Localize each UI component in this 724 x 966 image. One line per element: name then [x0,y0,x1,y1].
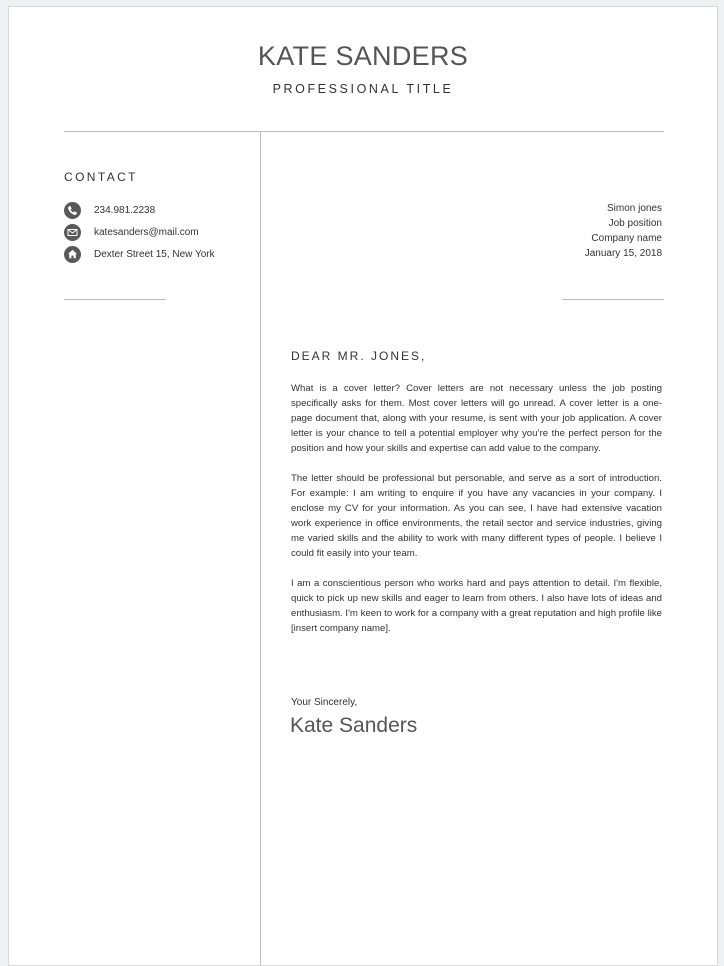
recipient-block [585,201,662,261]
cover-letter-page [8,6,718,966]
column-divider [260,131,261,966]
phone-icon [64,202,81,219]
contact-heading: CONTACT [64,170,138,184]
recipient-company: Company name [591,233,662,244]
mail-icon [64,224,81,241]
contact-email-text: katesanders@mail.com [94,226,199,238]
contact-phone [64,201,155,219]
contact-email [64,223,199,241]
applicant-name: KATE SANDERS [257,41,469,71]
letter-paragraph: I am a conscientious person who works hard and pays attention to detail. I'm flexible, quick to pick up new skills and eager to learn from others. I also have lots of ideas and enthusiasm. I'm keen to work for a company with a great reputation and high profile like [insert company name]. [291,578,662,634]
letter-date: January 15, 2018 [584,248,662,259]
letter-body [291,381,662,651]
contact-phone-text: 234.981.2238 [94,204,156,216]
contact-divider [64,299,166,300]
signature: Kate Sanders [290,714,418,737]
contact-address [64,245,215,263]
salutation: DEAR MR. JONES, [291,349,427,363]
home-icon [64,246,81,263]
letter-paragraph: The letter should be professional but personable, and serve as a sort of introduction. For example: I am writing to enquire if you have any vacancies in your company. I enclose my CV for your information. As you can see, I have had extensive vacation work experience in office environments, the retail sector and service industries, giving me varied skills and the ability to work with many different types of people. I believe I could fit easily into your team. [291,473,662,559]
recipient-divider [562,299,664,300]
letter-paragraph: What is a cover letter? Cover letters are not necessary unless the job posting specifically asks for them. Most cover letters will go unread. A cover letter is a one-page document that, along with your resume, is sent with your job application. A cover letter is your chance to tell a potential employer why you’re the perfect person for the position and how your skills and expertise can add value to the company. [291,383,662,454]
recipient-position: Job position [608,218,662,229]
header-divider [64,131,664,132]
contact-address-text: Dexter Street 15, New York [94,248,215,260]
recipient-name: Simon jones [606,203,662,214]
closing: Your Sincerely, [291,697,358,708]
professional-title: PROFESSIONAL TITLE [272,82,454,96]
